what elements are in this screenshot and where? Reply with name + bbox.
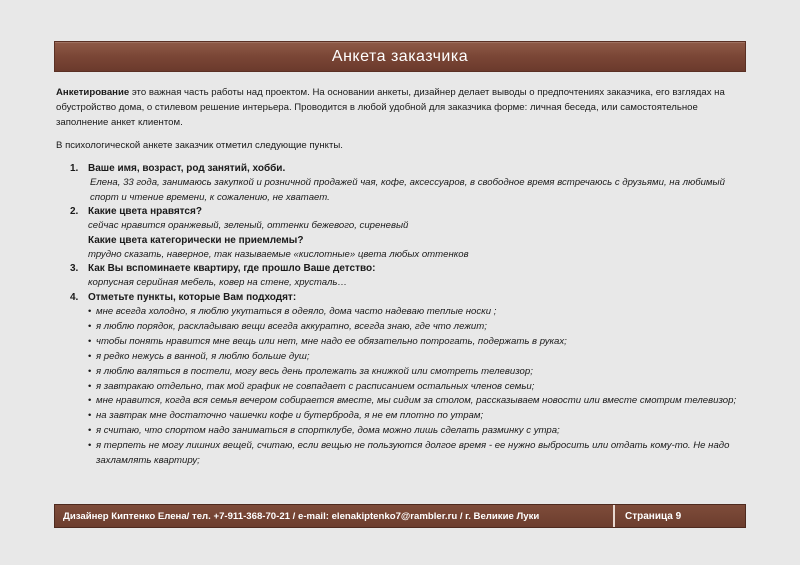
list-item bbox=[88, 380, 742, 395]
list-item bbox=[88, 305, 742, 320]
question-number: 3. bbox=[70, 263, 79, 275]
lead-sentence: В психологической анкете заказчик отметил следующие пункты. bbox=[56, 140, 343, 151]
list-item bbox=[88, 350, 742, 365]
question-1 bbox=[70, 162, 742, 176]
page-footer bbox=[54, 504, 746, 528]
bullet-icon: • bbox=[88, 395, 92, 407]
answer-3: корпусная серийная мебель, ковер на стене, хрусталь… bbox=[88, 277, 348, 289]
bullet-icon: • bbox=[88, 380, 92, 392]
question-title: Отметьте пункты, которые Вам подходят: bbox=[88, 291, 297, 303]
bullet-icon: • bbox=[88, 350, 92, 362]
intro-bold-term: Анкетирование bbox=[56, 87, 130, 98]
list-item bbox=[88, 409, 742, 424]
list-item-text: я люблю валяться в постели, могу весь день пролежать за книжкой или смотреть телевизор; bbox=[96, 365, 533, 377]
list-item-text: на завтрак мне достаточно чашечки кофе и бутерброда, я не ем плотно по утрам; bbox=[96, 410, 484, 422]
list-item-text: я завтракаю отдельно, так мой график не совпадает с расписанием остальных членов семьи; bbox=[96, 380, 535, 392]
question-number: 2. bbox=[70, 206, 79, 218]
bullet-icon: • bbox=[88, 305, 92, 317]
bullet-icon: • bbox=[88, 365, 92, 377]
question-2 bbox=[70, 205, 742, 219]
intro-paragraph bbox=[56, 85, 742, 130]
answer-4-list bbox=[70, 305, 742, 469]
question-title: Как Вы вспоминаете квартиру, где прошло Ваше детство: bbox=[88, 263, 376, 275]
question-2-sub: Какие цвета категорически не приемлемы? bbox=[88, 234, 304, 246]
questionnaire bbox=[70, 162, 742, 469]
answer-2: сейчас нравится оранжевый, зеленый, оттенки бежевого, сиреневый bbox=[88, 220, 409, 232]
list-item-text: я терпеть не могу лишних вещей, считаю, если вещью не пользуются долгое время - ее нужно выбросить или отдать кому-то. Не надо захламлять квартиру; bbox=[96, 440, 730, 467]
bullet-icon: • bbox=[88, 320, 92, 332]
page-title-bar bbox=[54, 41, 746, 72]
question-4 bbox=[70, 291, 742, 305]
bullet-icon: • bbox=[88, 410, 92, 422]
list-item-text: мне всегда холодно, я люблю укутаться в одеяло, дома часто надеваю теплые носки ; bbox=[96, 305, 497, 317]
question-3 bbox=[70, 262, 742, 276]
answer-2-sub: трудно сказать, наверное, так называемые «кислотные» цвета любых оттенков bbox=[88, 248, 469, 260]
bullet-icon: • bbox=[88, 440, 92, 452]
page-number: Страница 9 bbox=[625, 510, 682, 522]
list-item bbox=[88, 424, 742, 439]
intro-text: это важная часть работы над проектом. На основании анкеты, дизайнер делает выводы о предпочтениях заказчика, его взглядах на обустройство дома, о стилевом решение интерьера. Проводится в любой удобной для заказчика форме: личная беседа, или самостоятельное заполнение анкет клиентом. bbox=[56, 87, 725, 128]
list-item bbox=[88, 439, 742, 469]
list-item-text: чтобы понять нравится мне вещь или нет, мне надо ее обязательно потрогать, подержать в руках; bbox=[96, 335, 567, 347]
question-title: Какие цвета нравятся? bbox=[88, 206, 202, 218]
footer-contact-info: Дизайнер Киптенко Елена/ тел. +7-911-368-70-21 / e-mail: elenakiptenko7@rambler.ru / г. Великие Луки bbox=[63, 510, 540, 522]
list-item bbox=[88, 335, 742, 350]
list-item bbox=[88, 394, 742, 409]
list-item bbox=[88, 365, 742, 380]
answer-1: Елена, 33 года, занимаюсь закупкой и розничной продажей чая, кофе, аксессуаров, в свободное время встречаюсь с друзьями, на любимый спорт и чтение времени, к сожалению, не хватает. bbox=[90, 177, 725, 203]
bullet-icon: • bbox=[88, 335, 92, 347]
list-item-text: я считаю, что спортом надо заниматься в спортклубе, дома можно лишь сделать разминку с утра; bbox=[96, 425, 560, 437]
bullet-icon: • bbox=[88, 425, 92, 437]
question-number: 4. bbox=[70, 291, 79, 303]
list-item bbox=[88, 320, 742, 335]
page-title: Анкета заказчика bbox=[331, 47, 469, 65]
question-title: Ваше имя, возраст, род занятий, хобби. bbox=[88, 163, 286, 174]
question-number: 1. bbox=[70, 163, 79, 174]
list-item-text: я редко нежусь в ванной, я люблю больше душ; bbox=[96, 350, 310, 362]
list-item-text: мне нравится, когда вся семья вечером собирается вместе, мы сидим за столом, рассказываем новости или вместе смотрим телевизор; bbox=[96, 395, 737, 407]
list-item-text: я люблю порядок, раскладываю вещи всегда аккуратно, всегда знаю, где что лежит; bbox=[96, 320, 487, 332]
